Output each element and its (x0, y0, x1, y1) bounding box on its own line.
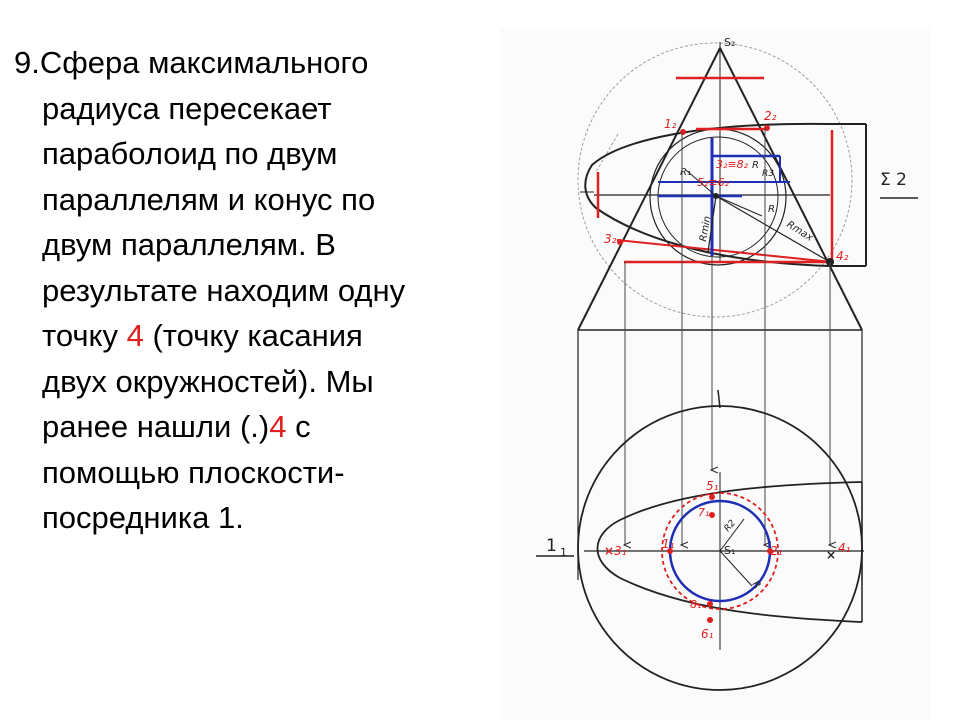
label-s1: S₁ (724, 544, 736, 557)
text-line-3: параболоид по двум (42, 136, 338, 171)
point-6-1 (707, 617, 713, 623)
point-8-1 (707, 601, 713, 607)
text-line-4: параллелям и конус по (42, 181, 376, 217)
label-apex-s2: S₂ (724, 36, 736, 49)
label-plane-2: Σ 2 (880, 170, 907, 190)
point-4-highlight: 4 (126, 318, 144, 353)
text-line-8: двух окружностей). Мы (42, 363, 374, 399)
point-4-highlight-2: 4 (269, 409, 287, 444)
label-2-1: 2₁ (770, 544, 783, 558)
label-8-1: 8₁ (690, 598, 702, 611)
label-r3: R3 (762, 169, 774, 179)
label-4-2: 4₂ (836, 249, 849, 263)
text-line-7-a: точку (42, 318, 127, 353)
max-sphere-arc-extra (596, 134, 618, 172)
label-r-top: R (749, 578, 763, 592)
point-3-2 (617, 239, 623, 245)
text-line-6: результате находим одну (42, 272, 406, 308)
label-1-2: 1₂ (664, 117, 677, 131)
label-rmin: Rmin (698, 215, 714, 243)
label-rmax: Rmax (784, 219, 815, 244)
sphere-center-front (713, 193, 719, 199)
label-4-1: 4₁ (838, 541, 851, 555)
label-r1: R₁ (680, 167, 691, 178)
text-line-7-b: (точку касания (143, 318, 363, 353)
label-3-2: 3₂ (604, 232, 617, 246)
text-line-10: помощью плоскости- (42, 454, 345, 490)
point-1-2 (680, 129, 686, 135)
cross-4-1: × (826, 548, 837, 562)
label-r-small: R (752, 160, 759, 171)
text-line-1: 9.Сфера максимального (14, 45, 369, 80)
text-line-9-b: с (286, 409, 311, 444)
label-5-1: 5₁ (706, 479, 719, 493)
technical-drawing (500, 28, 930, 720)
cone-right-generator (720, 48, 862, 330)
label-2-2: 2₂ (764, 109, 777, 123)
label-plane-1-sub: 1 (560, 546, 567, 559)
text-line-9-a: ранее нашли (.) (42, 409, 270, 444)
label-6-1: 6₁ (701, 627, 714, 641)
point-7-1 (709, 512, 715, 518)
label-1-1: 1₁ (662, 537, 675, 551)
label-r2-top: R2 (722, 518, 739, 534)
r-radius-line (716, 196, 762, 216)
label-r-big: R (768, 204, 775, 215)
text-line-11: посредника 1. (42, 500, 244, 535)
text-line-2: радиуса пересекает (42, 90, 332, 126)
point-5-1 (709, 494, 715, 500)
label-7-1: 7₁ (698, 506, 710, 519)
label-5-6-2: 5₂≡6₂ (697, 176, 730, 189)
red-diag-line (617, 240, 832, 262)
text-line-5: двум параллелям. В (42, 227, 336, 262)
label-plane-1: 1 (546, 536, 557, 556)
cross-3-1: × (604, 544, 615, 558)
label-3-1: 3₁ (614, 544, 627, 558)
label-3-8-2: 3₂≡8₂ (716, 158, 749, 171)
cone-left-generator (578, 48, 720, 330)
